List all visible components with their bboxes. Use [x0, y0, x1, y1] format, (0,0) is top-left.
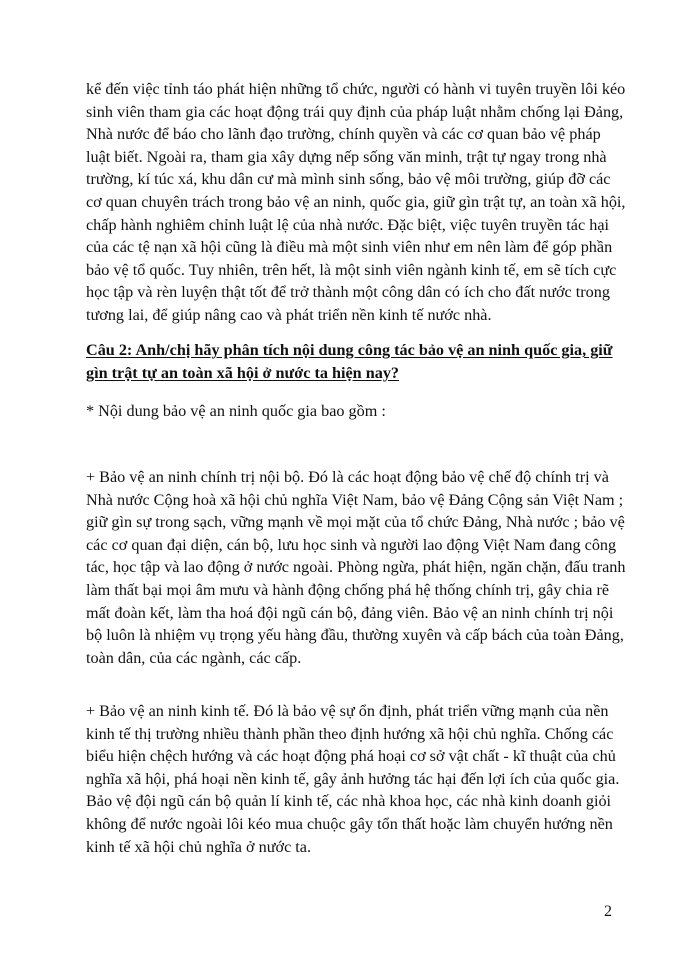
paragraph-intro: kể đến việc tỉnh táo phát hiện những tổ chức, người có hành vi tuyên truyền lôi kéo sinh viên tham gia các hoạt động trái quy định của pháp luật nhằm chống lại Đảng, Nhà nước để báo cho lãnh đạo trường, chính quyền và các cơ quan bảo vệ pháp luật biết. Ngoài ra, tham gia xây dựng nếp sống văn minh, trật tự ngay trong nhà trường, kí túc xá, khu dân cư mà mình sinh sống, bảo vệ môi trường, giúp đỡ các cơ quan chuyên trách trong bảo vệ an ninh, quốc gia, giữ gìn trật tự, an toàn xã hội, chấp hành nghiêm chỉnh luật lệ của nhà nước. Đặc biệt, việc tuyên truyền tác hại của các tệ nạn xã hội cũng là điều mà một sinh viên như em nên làm để góp phần bảo vệ tổ quốc. Tuy nhiên, trên hết, là một sinh viên ngành kinh tế, em sẽ tích cực học tập và rèn luyện thật tốt để trở thành một công dân có ích cho đất nước trong tương lai, để giúp nâng cao và phát triển nền kinh tế nước nhà. [86, 80, 626, 324]
section-subheading: * Nội dung bảo vệ an ninh quốc gia bao gồm : [86, 402, 386, 420]
paragraph-economic-security: + Bảo vệ an ninh kinh tế. Đó là bảo vệ sự ổn định, phát triển vững mạnh của nền kinh tế thị trường nhiều thành phần theo định hướng xã hội chủ nghĩa. Chống các biểu hiện chệch hướng và các hoạt động phá hoại cơ sở vật chất - kĩ thuật của chủ nghĩa xã hội, phá hoại nền kinh tế, gây ảnh hưởng tác hại đến lợi ích của quốc gia. Bảo vệ đội ngũ cán bộ quản lí kinh tế, các nhà khoa học, các nhà kinh doanh giỏi không để nước ngoài lôi kéo mua chuộc gây tổn thất hoặc làm chuyển hướng nền kinh tế xã hội chủ nghĩa ở nước ta. [86, 702, 620, 856]
page-number: 2 [604, 903, 612, 920]
question-heading: Câu 2: Anh/chị hãy phân tích nội dung công tác bảo vệ an ninh quốc gia, giữ gìn trật tự an toàn xã hội ở nước ta hiện nay? [86, 341, 613, 382]
paragraph-political-security: + Bảo vệ an ninh chính trị nội bộ. Đó là các hoạt động bảo vệ chế độ chính trị và Nhà nước Cộng hoà xã hội chủ nghĩa Việt Nam, bảo vệ Đảng Cộng sản Việt Nam ; giữ gìn sự trong sạch, vững mạnh về mọi mặt của tổ chức Đảng, Nhà nước ; bảo vệ các cơ quan đại diện, cán bộ, lưu học sinh và người lao động Việt Nam đang công tác, học tập và lao động ở nước ngoài. Phòng ngừa, phát hiện, ngăn chặn, đấu tranh làm thất bại mọi âm mưu và hành động chống phá hệ thống chính trị, gây chia rẽ mất đoàn kết, làm tha hoá đội ngũ cán bộ, đảng viên. Bảo vệ an ninh chính trị nội bộ luôn là nhiệm vụ trọng yếu hàng đầu, thường xuyên và cấp bách của toàn Đảng, toàn dân, của các ngành, các cấp. [86, 468, 626, 667]
